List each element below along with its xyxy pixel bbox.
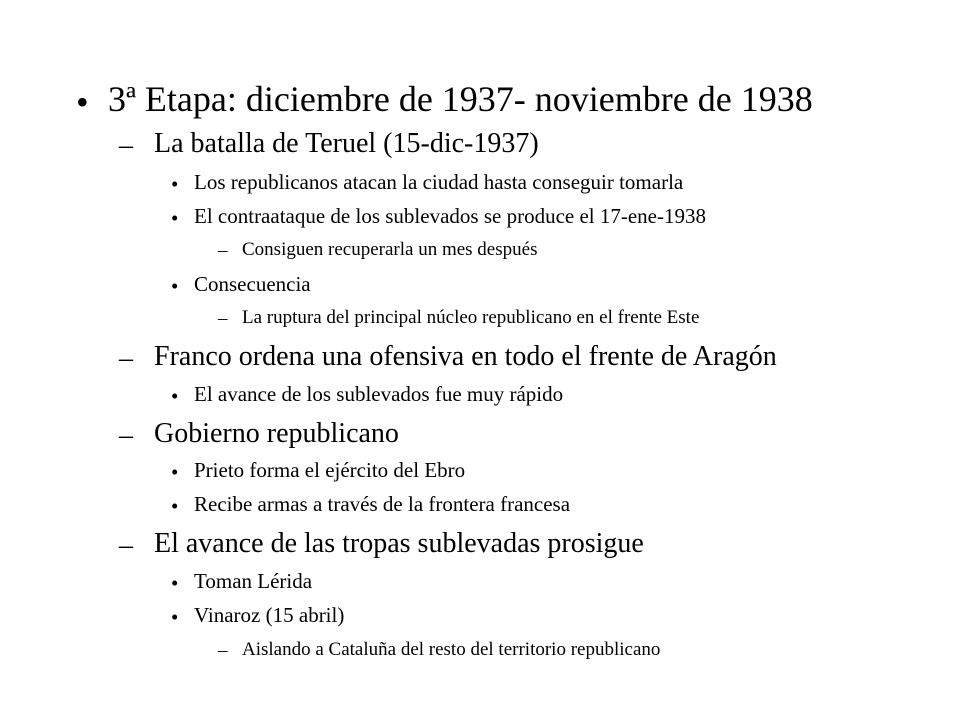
subitem-dash: – bbox=[218, 640, 228, 661]
item-bullet: • bbox=[171, 494, 179, 518]
item-bullet: • bbox=[171, 384, 179, 408]
item-bullet: • bbox=[171, 605, 179, 629]
section-title: Franco ordena una ofensiva en todo el frente de Aragón bbox=[154, 341, 777, 372]
sub-item: Consiguen recuperarla un mes después bbox=[242, 239, 538, 260]
item-bullet: • bbox=[171, 274, 179, 298]
list-item: El avance de los sublevados fue muy rápido bbox=[194, 382, 564, 406]
slide-heading: 3ª Etapa: diciembre de 1937- noviembre de 1938 bbox=[108, 79, 813, 119]
section-dash: – bbox=[119, 530, 133, 561]
list-item: El contraataque de los sublevados se produce el 17-ene-1938 bbox=[194, 204, 706, 228]
list-item: Los republicanos atacan la ciudad hasta conseguir tomarla bbox=[194, 170, 684, 194]
sub-item: La ruptura del principal núcleo republicano en el frente Este bbox=[242, 307, 700, 328]
list-item: Recibe armas a través de la frontera francesa bbox=[194, 492, 571, 516]
item-bullet: • bbox=[171, 571, 179, 595]
list-item: Prieto forma el ejército del Ebro bbox=[194, 458, 466, 482]
subitem-dash: – bbox=[218, 240, 228, 261]
item-bullet: • bbox=[171, 206, 179, 230]
subitem-dash: – bbox=[218, 308, 228, 329]
section-title: Gobierno republicano bbox=[154, 418, 399, 449]
section-dash: – bbox=[119, 343, 133, 374]
item-bullet: • bbox=[171, 172, 179, 196]
heading-bullet: • bbox=[76, 82, 89, 122]
item-bullet: • bbox=[171, 460, 179, 484]
list-item: Vinaroz (15 abril) bbox=[194, 603, 345, 627]
list-item: Toman Lérida bbox=[194, 569, 313, 593]
sub-item: Aislando a Cataluña del resto del territorio republicano bbox=[242, 639, 661, 660]
section-dash: – bbox=[119, 420, 133, 451]
section-dash: – bbox=[119, 130, 133, 161]
section-title: La batalla de Teruel (15-dic-1937) bbox=[154, 128, 539, 159]
list-item: Consecuencia bbox=[194, 272, 311, 296]
section-title: El avance de las tropas sublevadas prosigue bbox=[154, 528, 644, 559]
